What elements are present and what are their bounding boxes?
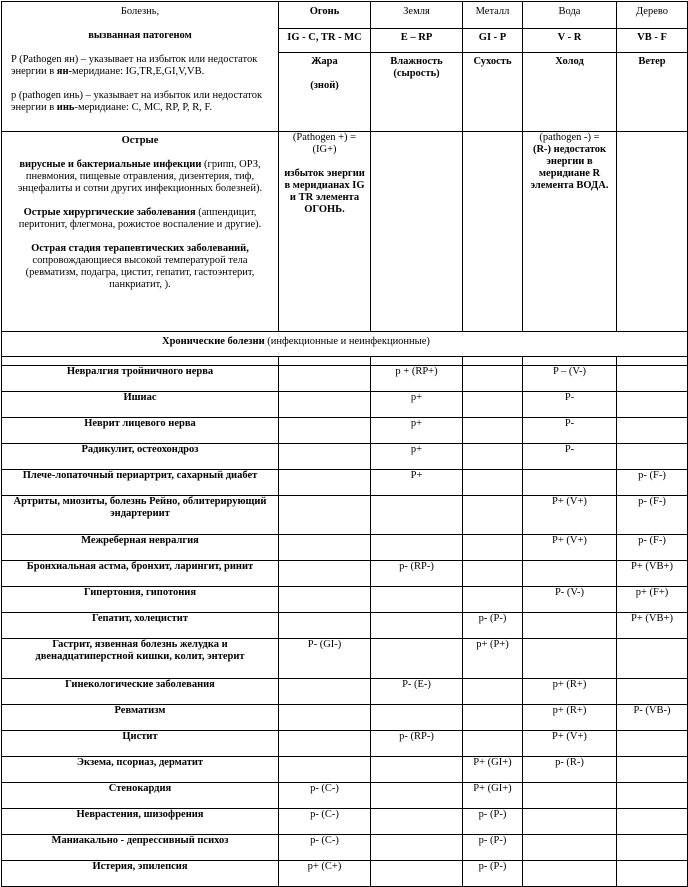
wood-value [617, 783, 688, 809]
water-value [523, 809, 617, 835]
metal-value: P+ (GI+) [463, 757, 523, 783]
water-value [523, 835, 617, 861]
wood-value: P- (VB-) [617, 705, 688, 731]
fire-value [279, 561, 371, 587]
wood-value [617, 757, 688, 783]
water-value: P- [523, 444, 617, 470]
disease-name: Межреберная невралгия [2, 535, 279, 561]
water-value [523, 639, 617, 679]
metal-value: p- (P-) [463, 809, 523, 835]
table-row [2, 561, 688, 587]
acute-surgical: Острые хирургические заболевания (аппендицит, перитонит, флегмона, рожистое воспаление и другие). [18, 207, 262, 230]
disease-subtitle: вызванная патогеном [88, 30, 192, 41]
earth-value: P- (E-) [371, 679, 463, 705]
wood-value [617, 418, 688, 444]
chronic-title: Хронические болезни (инфекционные и неинфекционные) [2, 332, 688, 357]
metal-value [463, 392, 523, 418]
disease-name: Неврит лицевого нерва [2, 418, 279, 444]
water-value [523, 613, 617, 639]
fire-value [279, 731, 371, 757]
water-value [523, 783, 617, 809]
disease-name: Цистит [2, 731, 279, 757]
earth-value [371, 783, 463, 809]
fire-value: p- (C-) [279, 809, 371, 835]
metal-value: p+ (P+) [463, 639, 523, 679]
fire-value [279, 392, 371, 418]
disease-name: Стенокардия [2, 783, 279, 809]
water-value [523, 561, 617, 587]
disease-name: Экзема, псориаз, дерматит [2, 757, 279, 783]
metal-value: p- (P-) [463, 861, 523, 887]
fire-value [279, 587, 371, 613]
acute-title: Острые [121, 135, 159, 146]
metal-value [463, 470, 523, 496]
element-water-meridians: V - R [523, 29, 617, 53]
metal-value [463, 418, 523, 444]
metal-value [463, 561, 523, 587]
water-value: p+ (R+) [523, 679, 617, 705]
metal-value [463, 535, 523, 561]
wood-value [617, 392, 688, 418]
disease-name: Гепатит, холецистит [2, 613, 279, 639]
table-row [2, 535, 688, 561]
element-earth-name: Земля [371, 2, 463, 29]
fire-value [279, 470, 371, 496]
water-value [523, 861, 617, 887]
metal-value: P+ (GI+) [463, 783, 523, 809]
metal-value [463, 444, 523, 470]
metal-value: p- (P-) [463, 613, 523, 639]
wood-value: p- (F-) [617, 470, 688, 496]
wood-value: p+ (F+) [617, 587, 688, 613]
element-wood-quality: Ветер [617, 53, 688, 132]
fire-value [279, 535, 371, 561]
table-row [2, 639, 688, 679]
table-row [2, 444, 688, 470]
water-value: P – (V-) [523, 366, 617, 392]
yin-pathogen-note: p (pathogen инь) – указывает на избыток или недостаток энергии в инь-меридиане: C, MC, RP, P, R, F. [11, 90, 263, 113]
wood-value: P+ (VB+) [617, 613, 688, 639]
disease-name: Радикулит, остеохондроз [2, 444, 279, 470]
metal-value: p- (P-) [463, 835, 523, 861]
table-row [2, 861, 688, 887]
earth-value [371, 757, 463, 783]
water-value: P+ (V+) [523, 496, 617, 535]
fire-value [279, 418, 371, 444]
earth-value [371, 613, 463, 639]
disease-name: Бронхиальная астма, бронхит, ларингит, ринит [2, 561, 279, 587]
fire-value [279, 366, 371, 392]
wood-value: p- (F-) [617, 535, 688, 561]
earth-value [371, 809, 463, 835]
disease-title: Болезнь, [120, 6, 160, 17]
table-row [2, 731, 688, 757]
table-row [2, 366, 688, 392]
fire-value [279, 613, 371, 639]
table-row [2, 587, 688, 613]
element-metal-quality: Сухость [463, 53, 523, 132]
disease-name: Гипертония, гипотония [2, 587, 279, 613]
table-row [2, 613, 688, 639]
metal-value [463, 679, 523, 705]
water-value: P+ (V+) [523, 731, 617, 757]
disease-name: Ишиас [2, 392, 279, 418]
acute-description-cell [2, 132, 279, 332]
earth-value [371, 496, 463, 535]
table-row [2, 679, 688, 705]
earth-value [371, 535, 463, 561]
disease-name: Неврастения, шизофрения [2, 809, 279, 835]
metal-value [463, 705, 523, 731]
table-row [2, 783, 688, 809]
earth-value [371, 705, 463, 731]
water-value: p+ (R+) [523, 705, 617, 731]
wood-value [617, 835, 688, 861]
wood-value: P+ (VB+) [617, 561, 688, 587]
earth-value [371, 587, 463, 613]
wood-value [617, 861, 688, 887]
earth-value: p- (RP-) [371, 731, 463, 757]
fire-value [279, 705, 371, 731]
fire-value: p+ (C+) [279, 861, 371, 887]
earth-value: p+ [371, 444, 463, 470]
wood-value [617, 679, 688, 705]
earth-value [371, 639, 463, 679]
table-row [2, 757, 688, 783]
fire-value: p- (C-) [279, 835, 371, 861]
fire-value [279, 757, 371, 783]
table-row [2, 392, 688, 418]
element-fire-name: Огонь [279, 2, 371, 29]
fire-value: P- (GI-) [279, 639, 371, 679]
element-water-quality: Холод [523, 53, 617, 132]
fire-value [279, 496, 371, 535]
disease-name: Невралгия тройничного нерва [2, 366, 279, 392]
element-metal-meridians: GI - P [463, 29, 523, 53]
header-description-cell [2, 2, 279, 132]
acute-infections: вирусные и бактериальные инфекции (грипп, ОРЗ, пневмония, пищевые отравления, дизентерия, тиф, энцефалиты и сотни других инфекционных болезней). [17, 159, 263, 194]
wood-value: p- (F-) [617, 496, 688, 535]
wood-value [617, 731, 688, 757]
acute-fire-cell: (Pathogen +) = (IG+) избыток энергии в меридианах IG и TR элемента ОГОНЬ. [279, 132, 371, 332]
disease-table [1, 1, 688, 887]
table-row [2, 705, 688, 731]
wood-value [617, 639, 688, 679]
fire-value: p- (C-) [279, 783, 371, 809]
disease-name: Маниакально - депрессивный психоз [2, 835, 279, 861]
wood-value [617, 366, 688, 392]
water-value: p- (R-) [523, 757, 617, 783]
water-value: P- [523, 392, 617, 418]
acute-metal-cell [463, 132, 523, 332]
disease-name: Гинекологические заболевания [2, 679, 279, 705]
disease-name: Плече-лопаточный периартрит, сахарный диабет [2, 470, 279, 496]
metal-value [463, 496, 523, 535]
disease-name: Артриты, миозиты, болезнь Рейно, облитерирующий эндартериит [2, 496, 279, 535]
element-earth-quality: Влажность (сырость) [371, 53, 463, 132]
wood-value [617, 809, 688, 835]
earth-value: p+ [371, 392, 463, 418]
metal-value [463, 731, 523, 757]
wood-value [617, 444, 688, 470]
water-value: P- [523, 418, 617, 444]
earth-value: P+ [371, 470, 463, 496]
earth-value: p- (RP-) [371, 561, 463, 587]
table-row [2, 809, 688, 835]
disease-name: Ревматизм [2, 705, 279, 731]
fire-value [279, 679, 371, 705]
table-row [2, 835, 688, 861]
fire-value [279, 444, 371, 470]
acute-therapeutic: Острая стадия терапевтических заболеваний, сопровождающиеся высокой температурой тела (ревматизм, подагра, цистит, гепатит, гастоэнтерит, панкриатит, ). [25, 243, 255, 290]
element-water-name: Вода [523, 2, 617, 29]
table-row [2, 496, 688, 535]
element-wood-name: Дерево [617, 2, 688, 29]
disease-name: Гастрит, язвенная болезнь желудка и двенадцатиперстной кишки, колит, энтерит [2, 639, 279, 679]
earth-value [371, 861, 463, 887]
yang-pathogen-note: P (Pathogen ян) – указывает на избыток или недостаток энергии в ян-меридиане: IG,TR,E,GI,V,VB. [11, 54, 258, 77]
water-value [523, 470, 617, 496]
element-metal-name: Металл [463, 2, 523, 29]
metal-value [463, 587, 523, 613]
disease-name: Истерия, эпилепсия [2, 861, 279, 887]
water-value: P- (V-) [523, 587, 617, 613]
earth-value: p + (RP+) [371, 366, 463, 392]
water-value: P+ (V+) [523, 535, 617, 561]
metal-value [463, 366, 523, 392]
earth-value: p+ [371, 418, 463, 444]
element-fire-meridians: IG - C, TR - MC [279, 29, 371, 53]
acute-wood-cell [617, 132, 688, 332]
element-wood-meridians: VB - F [617, 29, 688, 53]
element-earth-meridians: E – RP [371, 29, 463, 53]
acute-earth-cell [371, 132, 463, 332]
acute-water-cell: (pathogen -) = (R-) недостаток энергии в меридиане R элемента ВОДА. [523, 132, 617, 332]
element-fire-quality: Жара (зной) [279, 53, 371, 132]
earth-value [371, 835, 463, 861]
table-row [2, 418, 688, 444]
table-row [2, 470, 688, 496]
